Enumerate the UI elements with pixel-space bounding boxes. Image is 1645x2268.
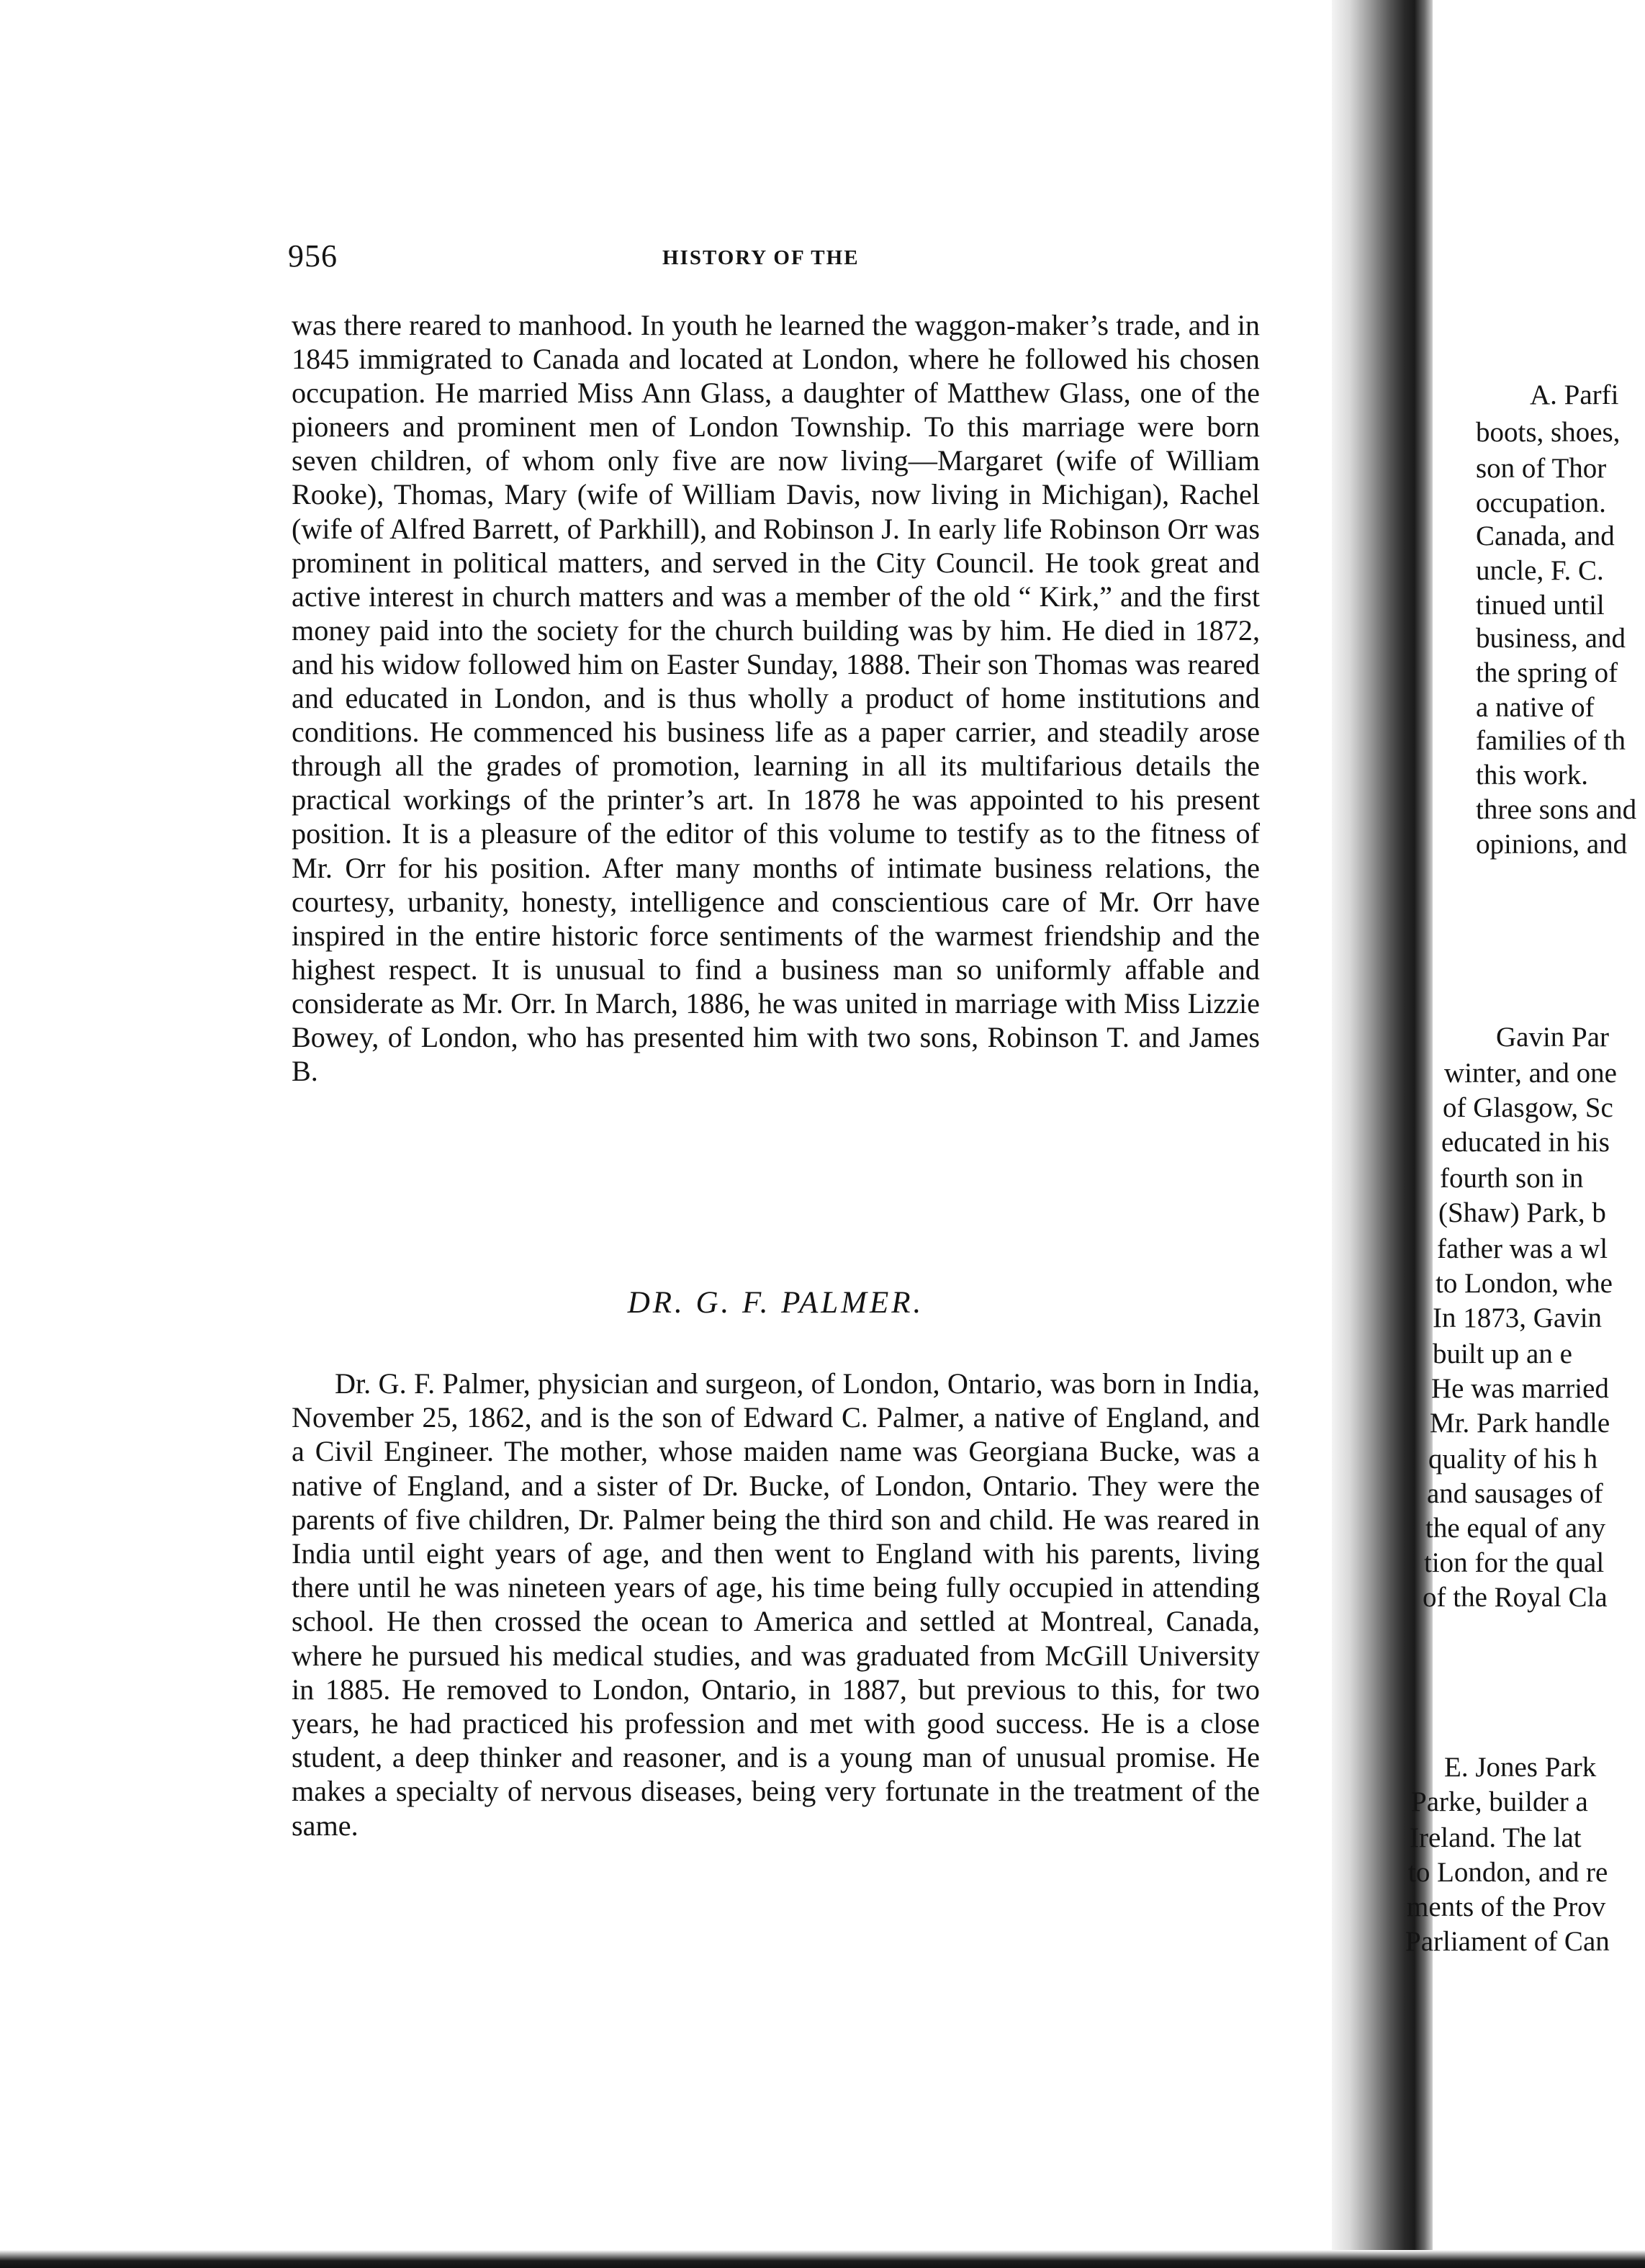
- facing-line: fourth son in: [1440, 1163, 1584, 1194]
- facing-line: winter, and one: [1444, 1058, 1617, 1089]
- facing-line: uncle, F. C.: [1476, 555, 1604, 586]
- facing-line: occupation.: [1476, 487, 1606, 518]
- facing-line: Canada, and: [1476, 521, 1615, 552]
- facing-line: of Glasgow, Sc: [1443, 1092, 1613, 1123]
- facing-line: to London, and re: [1408, 1857, 1608, 1888]
- facing-line: opinions, and: [1476, 829, 1628, 860]
- facing-line: ments of the Prov: [1407, 1891, 1606, 1922]
- continuation-paragraph: was there reared to manhood. In youth he learned the waggon-maker’s trade, and in 1845 immigrated to Canada and located at London, where he followed his chosen occupation. He married Miss Ann Glass, a daughter of Matthew Glass, one of the pioneers and prominent men of London Township. To this marriage were born seven children, of whom only five are now living—Margaret (wife of William Rooke), Thomas, Mary (wife of William Davis, now living in Michigan), Rachel (wife of Alfred Barrett, of Parkhill), and Robinson J. In early life Robinson Orr was prominent in political matters, and served in the City Council. He took great and active interest in church matters and was a member of the old “ Kirk,” and the first money paid into the society for the church building was by him. He died in 1872, and his widow followed him on Easter Sunday, 1888. Their son Thomas was reared and educated in London, and is thus wholly a product of home institutions and conditions. He commenced his business life as a paper carrier, and steadily arose through all the grades of promotion, learning in all its multifarious details the practical workings of the printer’s art. In 1878 he was appointed to his present position. It is a pleasure of the editor of this volume to testify as to the fitness of Mr. Orr for his position. After many months of intimate business relations, the courtesy, urbanity, honesty, intelligence and conscientious care of Mr. Orr have inspired in the entire historic force sentiments of the warmest friendship and the highest respect. It is unusual to find a business man so uniformly affable and considerate as Mr. Orr. In March, 1886, he was united in marriage with Miss Lizzie Bowey, of London, who has presented him with two sons, Robinson T. and James B.: [292, 309, 1260, 1088]
- facing-line: A. Parfi: [1530, 379, 1619, 410]
- facing-line: He was married: [1431, 1373, 1609, 1404]
- facing-line: Ireland. The lat: [1410, 1822, 1582, 1853]
- facing-line: the equal of any: [1425, 1513, 1606, 1544]
- facing-line: tion for the qual: [1424, 1547, 1605, 1578]
- page-header: [288, 238, 1267, 281]
- palmer-biography: [292, 1367, 1260, 1842]
- facing-line: of the Royal Cla: [1423, 1582, 1608, 1613]
- facing-line: built up an e: [1433, 1338, 1572, 1369]
- facing-line: Gavin Par: [1496, 1022, 1610, 1053]
- facing-line: and sausages of: [1427, 1478, 1603, 1509]
- facing-line: Mr. Park handle: [1430, 1408, 1610, 1439]
- facing-line: tinued until: [1476, 590, 1605, 621]
- facing-page: [1405, 0, 1645, 2268]
- facing-line: families of th: [1476, 725, 1626, 756]
- running-head: HISTORY OF THE: [662, 246, 860, 269]
- facing-line: (Shaw) Park, b: [1438, 1197, 1606, 1228]
- facing-line: the spring of: [1476, 657, 1618, 688]
- facing-line: Parliament of Can: [1405, 1926, 1610, 1957]
- page-number: 956: [288, 238, 338, 274]
- facing-line: to London, whe: [1436, 1268, 1613, 1299]
- scan-bottom-edge: [0, 2250, 1645, 2268]
- facing-line: business, and: [1476, 623, 1626, 654]
- facing-line: quality of his h: [1428, 1444, 1598, 1475]
- facing-line: In 1873, Gavin: [1433, 1302, 1603, 1333]
- facing-line: a native of: [1476, 692, 1595, 723]
- facing-line: three sons and: [1476, 794, 1637, 825]
- section-heading: DR. G. F. PALMER.: [627, 1286, 924, 1320]
- facing-line: boots, shoes,: [1476, 417, 1621, 448]
- facing-line: educated in his: [1441, 1127, 1610, 1158]
- facing-line: E. Jones Park: [1444, 1752, 1597, 1783]
- facing-line: father was a wl: [1437, 1233, 1608, 1264]
- facing-line: this work.: [1476, 760, 1588, 791]
- facing-line: Parke, builder a: [1411, 1786, 1588, 1817]
- palmer-paragraph: Dr. G. F. Palmer, physician and surgeon, of London, Ontario, was born in India, November 25, 1862, and is the son of Edward C. Palmer, a native of England, and a Civil Engineer. The mother, whose maiden name was Georgiana Bucke, was a native of England, and a sister of Dr. Bucke, of London, Ontario. They were the parents of five children, Dr. Palmer being the third son and child. He was reared in India until eight years of age, and then went to England with his parents, living there until he was nineteen years of age, his time being fully occupied in attending school. He then crossed the ocean to America and settled at Montreal, Canada, where he pursued his medical studies, and was graduated from McGill University in 1885. He removed to London, Ontario, in 1887, but previous to this, for two years, he had practiced his profession and met with good success. He is a close student, a deep thinker and reasoner, and is a young man of unusual promise. He makes a specialty of nervous diseases, being very fortunate in the treatment of the same.: [292, 1367, 1260, 1842]
- continued-biography: [292, 308, 1260, 1088]
- facing-line: son of Thor: [1476, 453, 1607, 484]
